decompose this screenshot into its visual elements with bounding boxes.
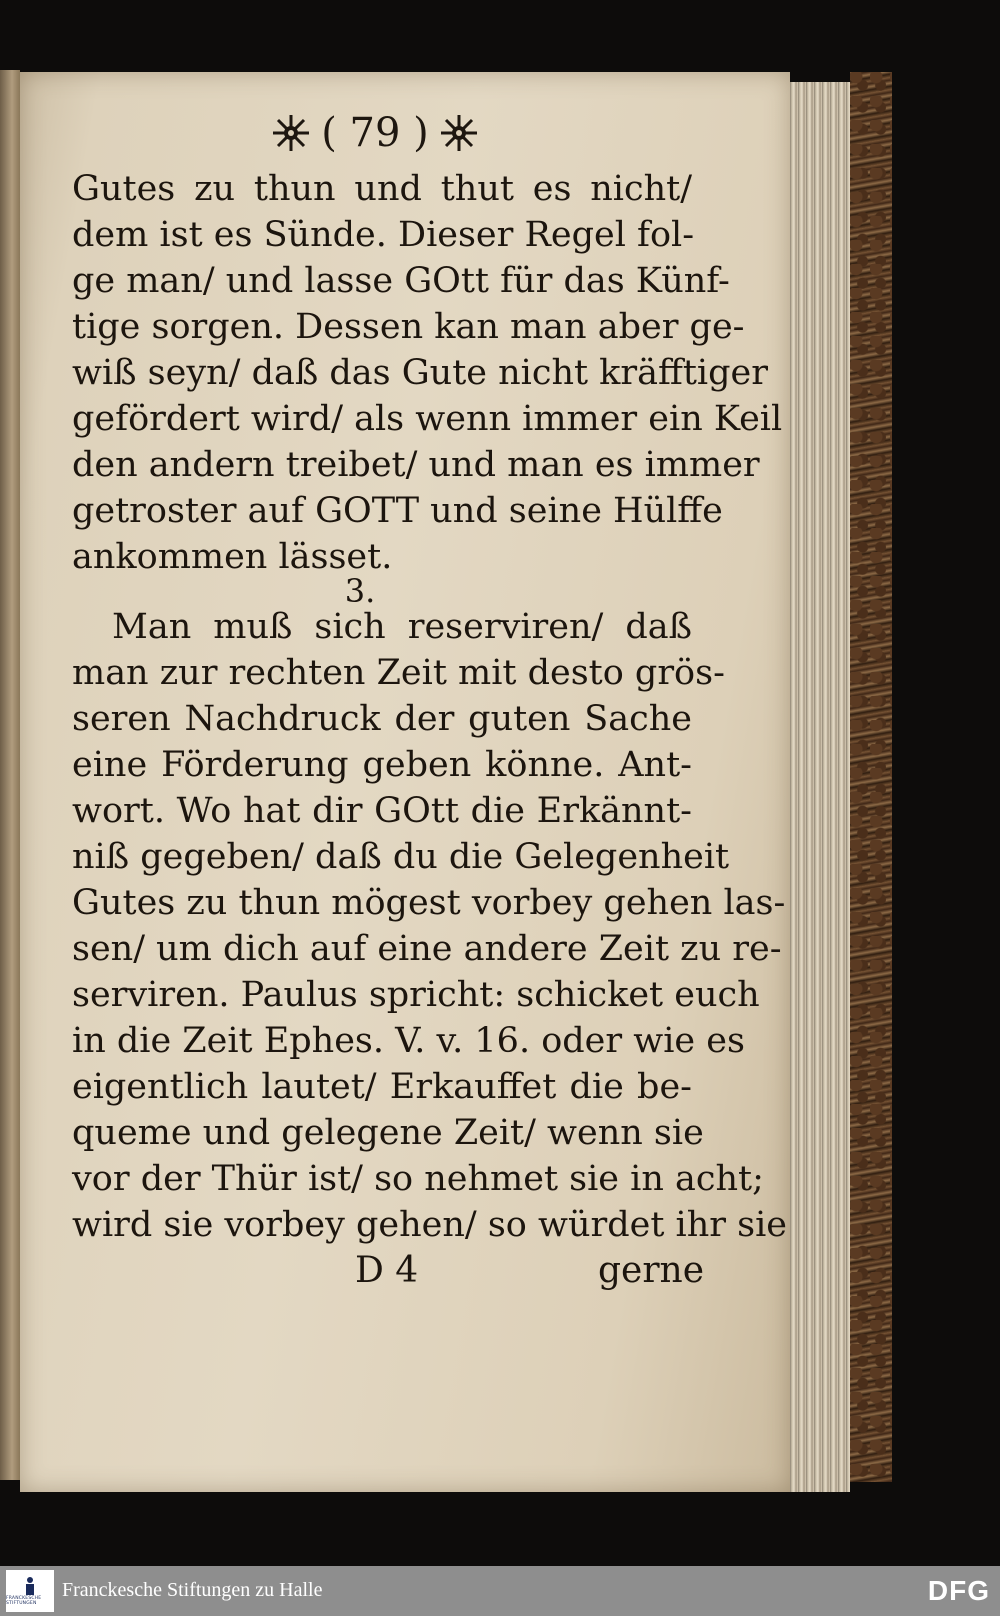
ornament-right-icon: [439, 113, 479, 153]
page-edges: [790, 82, 850, 1492]
institution-name-link[interactable]: Franckesche Stiftungen zu Halle: [62, 1579, 323, 1601]
text-line: serviren. Paulus spricht: schicket euch: [72, 975, 760, 1015]
catchword: gerne: [598, 1250, 705, 1291]
text-line: wort. Wo hat dir GOtt die Erkännt-: [72, 791, 692, 831]
page-header: [255, 103, 495, 163]
page-number: ( 79 ): [321, 110, 429, 156]
text-line: sen/ um dich auf eine andere Zeit zu re-: [72, 929, 782, 969]
text-line: niß gegeben/ daß du die Gelegenheit: [72, 837, 730, 877]
text-line: ge man/ und lasse GOtt für das Künf-: [72, 261, 730, 301]
text-line: dem ist es Sünde. Dieser Regel fol-: [72, 215, 695, 255]
previous-page-edge: [0, 70, 20, 1480]
text-line: den andern treibet/ und man es immer: [72, 445, 760, 485]
text-line: wiß seyn/ daß das Gute nicht kräfftiger: [72, 353, 768, 393]
text-line: queme und gelegene Zeit/ wenn sie: [72, 1113, 704, 1153]
text-line: Gutes zu thun und thut es nicht/: [72, 169, 692, 209]
logo-text: FRANCKESCHE STIFTUNGEN: [6, 1596, 42, 1606]
text-line: tige sorgen. Dessen kan man aber ge-: [72, 307, 745, 347]
text-line: seren Nachdruck der guten Sache: [72, 699, 692, 739]
text-line: Gutes zu thun mögest vorbey gehen las-: [72, 883, 786, 923]
section-number: 3.: [344, 572, 376, 610]
text-line: in die Zeit Ephes. V. v. 16. oder wie es: [72, 1021, 745, 1061]
viewer-footer-bar: [0, 1566, 1000, 1616]
text-line: ankommen lässet.: [72, 537, 393, 577]
institution-logo[interactable]: [6, 1570, 54, 1612]
text-line: getroster auf GOTT und seine Hülffe: [72, 491, 723, 531]
text-line: eine Förderung geben könne. Ant-: [72, 745, 692, 785]
marbled-cover: [850, 72, 892, 1482]
dfg-logo[interactable]: DFG: [927, 1575, 990, 1606]
text-line: wird sie vorbey gehen/ so würdet ihr sie: [72, 1205, 787, 1245]
ornament-left-icon: [271, 113, 311, 153]
text-line: Man muß sich reserviren/ daß: [112, 607, 692, 647]
text-line: vor der Thür ist/ so nehmet sie in acht;: [72, 1159, 764, 1199]
signature-mark: D 4: [355, 1250, 419, 1291]
text-line: eigentlich lautet/ Erkauffet die be-: [72, 1067, 692, 1107]
text-line: gefördert wird/ als wenn immer ein Keil: [72, 399, 783, 439]
logo-figure-icon: [23, 1576, 37, 1596]
text-line: man zur rechten Zeit mit desto grös-: [72, 653, 725, 693]
